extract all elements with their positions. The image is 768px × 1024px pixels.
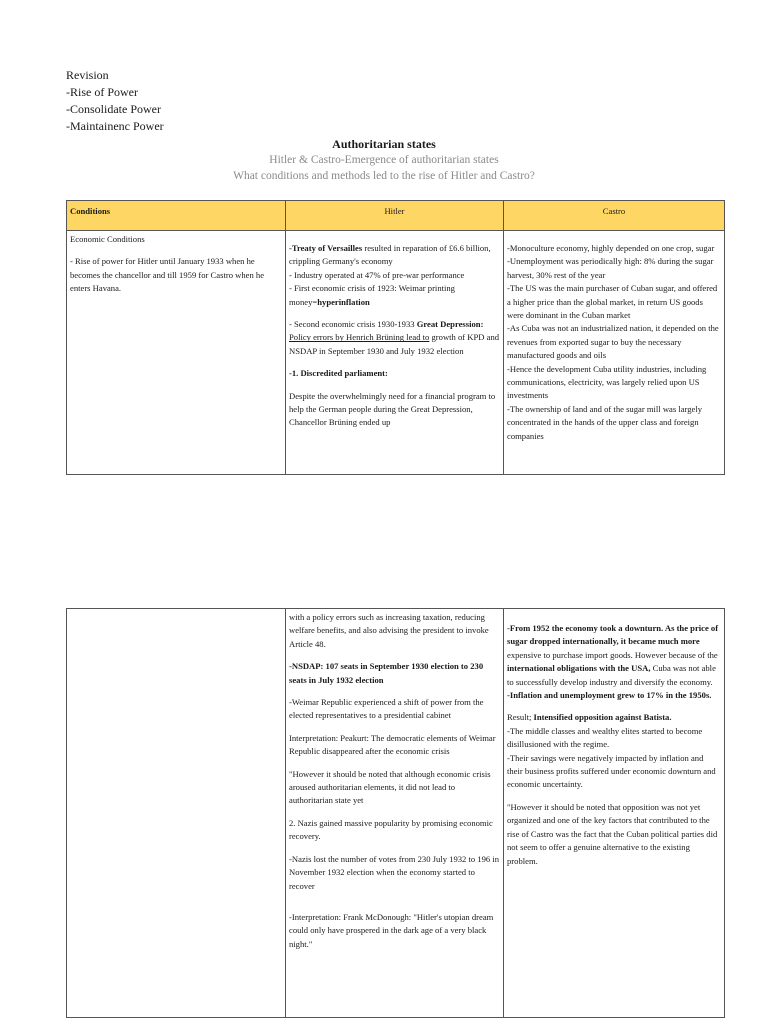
revision-item-consolidate: -Consolidate Power xyxy=(66,102,161,116)
header-hitler: Hitler xyxy=(286,201,504,231)
header-castro: Castro xyxy=(504,201,725,231)
title-block xyxy=(0,136,768,184)
hitler-versailles: -Treaty of Versailles resulted in reparation of £6.6 billion, crippling Germany's economy xyxy=(289,243,491,267)
castro-downturn: -From 1952 the economy took a downturn. As the price of sugar dropped internationally, it became much more expensive to purchase import goods. However because of the international obligations with the USA, Cuba was not able to successfully develop industry and diversify the economy. xyxy=(507,623,719,687)
revision-item-maintain: -Maintainenc Power xyxy=(66,119,164,133)
subtitle-question: What conditions and methods led to the rise of Hitler and Castro? xyxy=(233,170,535,182)
hitler-discredited-parliament: -1. Discredited parliament: xyxy=(289,368,388,379)
castro-middle-classes: -The middle classes and wealthy elites started to become disillusioned with the regime. xyxy=(507,725,703,750)
castro-result: Result; Intensified opposition against Batista. xyxy=(507,712,672,723)
comparison-table-part1 xyxy=(66,200,725,475)
castro-unemployment: -Unemployment was periodically high: 8% during the sugar harvest, 30% rest of the year xyxy=(507,256,714,280)
castro-inflation: -Inflation and unemployment grew to 17% in the 1950s. xyxy=(507,690,712,701)
table-row xyxy=(67,609,725,1018)
castro-not-industrialized: -As Cuba was not an industrialized nation, it depended on the revenues from exported sugar to buy the necessary manufactured goods and oils xyxy=(507,323,719,361)
hitler-cell-continued xyxy=(286,609,504,1018)
hitler-second-crisis: - Second economic crisis 1930-1933 Great Depression: Policy errors by Henrich Brüning lead to growth of KPD and NSDAP in September 1930 and July 1932 election xyxy=(289,319,500,356)
hitler-first-crisis: - First economic crisis of 1923: Weimar printing money=hyperinflation xyxy=(289,283,455,307)
revision-heading: Revision xyxy=(66,68,109,82)
hitler-nsdap-seats: -NSDAP: 107 seats in September 1930 election to 230 seats in July 1932 election xyxy=(289,661,484,685)
revision-block xyxy=(66,67,706,135)
revision-item-rise: -Rise of Power xyxy=(66,85,138,99)
hitler-peakurt-interpretation: Interpretation: Peakurt: The democratic elements of Weimar Republic disappeared after the economic crisis xyxy=(289,732,496,757)
castro-however-note: "However it should be noted that opposition was not yet organized and one of the key factors that contributed to the rise of Castro was the fact that the Cuban political parties did not seem to offer a genuine alternative to the existing problem. xyxy=(507,801,718,866)
page-title: Authoritarian states xyxy=(332,137,436,151)
hitler-bruning: Despite the overwhelmingly need for a financial program to help the German people during the Great Depression, Chancellor Brüning ended up xyxy=(289,390,496,428)
hitler-mcdonough-interpretation: -Interpretation: Frank McDonough: "Hitler's utopian dream could only have prospered in the dark age of a very black night." xyxy=(289,911,494,949)
conditions-cell-continued xyxy=(67,609,286,1018)
castro-cell xyxy=(504,231,725,475)
hitler-however-note: "However it should be noted that although economic crisis aroused authoritarian elements, it did not lead to authoritarian state yet xyxy=(289,768,491,806)
table-row xyxy=(67,231,725,475)
hitler-weimar-shift: -Weimar Republic experienced a shift of power from the elected representatives to a presidential cabinet xyxy=(289,697,484,721)
header-conditions: Conditions xyxy=(67,201,286,231)
subtitle-emergence: Hitler & Castro-Emergence of authoritarian states xyxy=(269,154,499,166)
conditions-cell xyxy=(67,231,286,475)
castro-utility-industries: -Hence the development Cuba utility industries, including communications, electricity, was largely relied upon US investments xyxy=(507,363,707,401)
hitler-popularity: 2. Nazis gained massive popularity by promising economic recovery. xyxy=(289,817,493,842)
hitler-cell xyxy=(286,231,504,475)
table-header-row xyxy=(67,201,725,231)
hitler-industry: - Industry operated at 47% of pre-war performance xyxy=(289,269,465,280)
conditions-text: - Rise of power for Hitler until January 1933 when he becomes the chancellor and till 1959 for Castro when he enters Havana. xyxy=(70,256,265,294)
comparison-table-part2 xyxy=(66,608,725,1018)
castro-us-purchaser: -The US was the main purchaser of Cuban sugar, and offered a higher price than the global market, in return US goods were dominant in the Cuban market xyxy=(507,283,718,321)
castro-savings: -Their savings were negatively impacted by inflation and their business profits suffered under economic downturn and economic uncertainty. xyxy=(507,752,716,790)
castro-cell-continued xyxy=(504,609,725,1018)
hitler-lost-votes: -Nazis lost the number of votes from 230 July 1932 to 196 in November 1932 election when the economy started to recover xyxy=(289,853,500,891)
castro-monoculture: -Monoculture economy, highly depended on one crop, sugar xyxy=(507,243,715,253)
hitler-policy-errors: with a policy errors such as increasing taxation, reducing welfare benefits, and also advising the president to invoke Article 48. xyxy=(289,612,489,649)
conditions-label: Economic Conditions xyxy=(70,234,145,244)
castro-land-ownership: -The ownership of land and of the sugar mill was largely concentrated in the hands of the upper class and foreign companies xyxy=(507,403,703,441)
